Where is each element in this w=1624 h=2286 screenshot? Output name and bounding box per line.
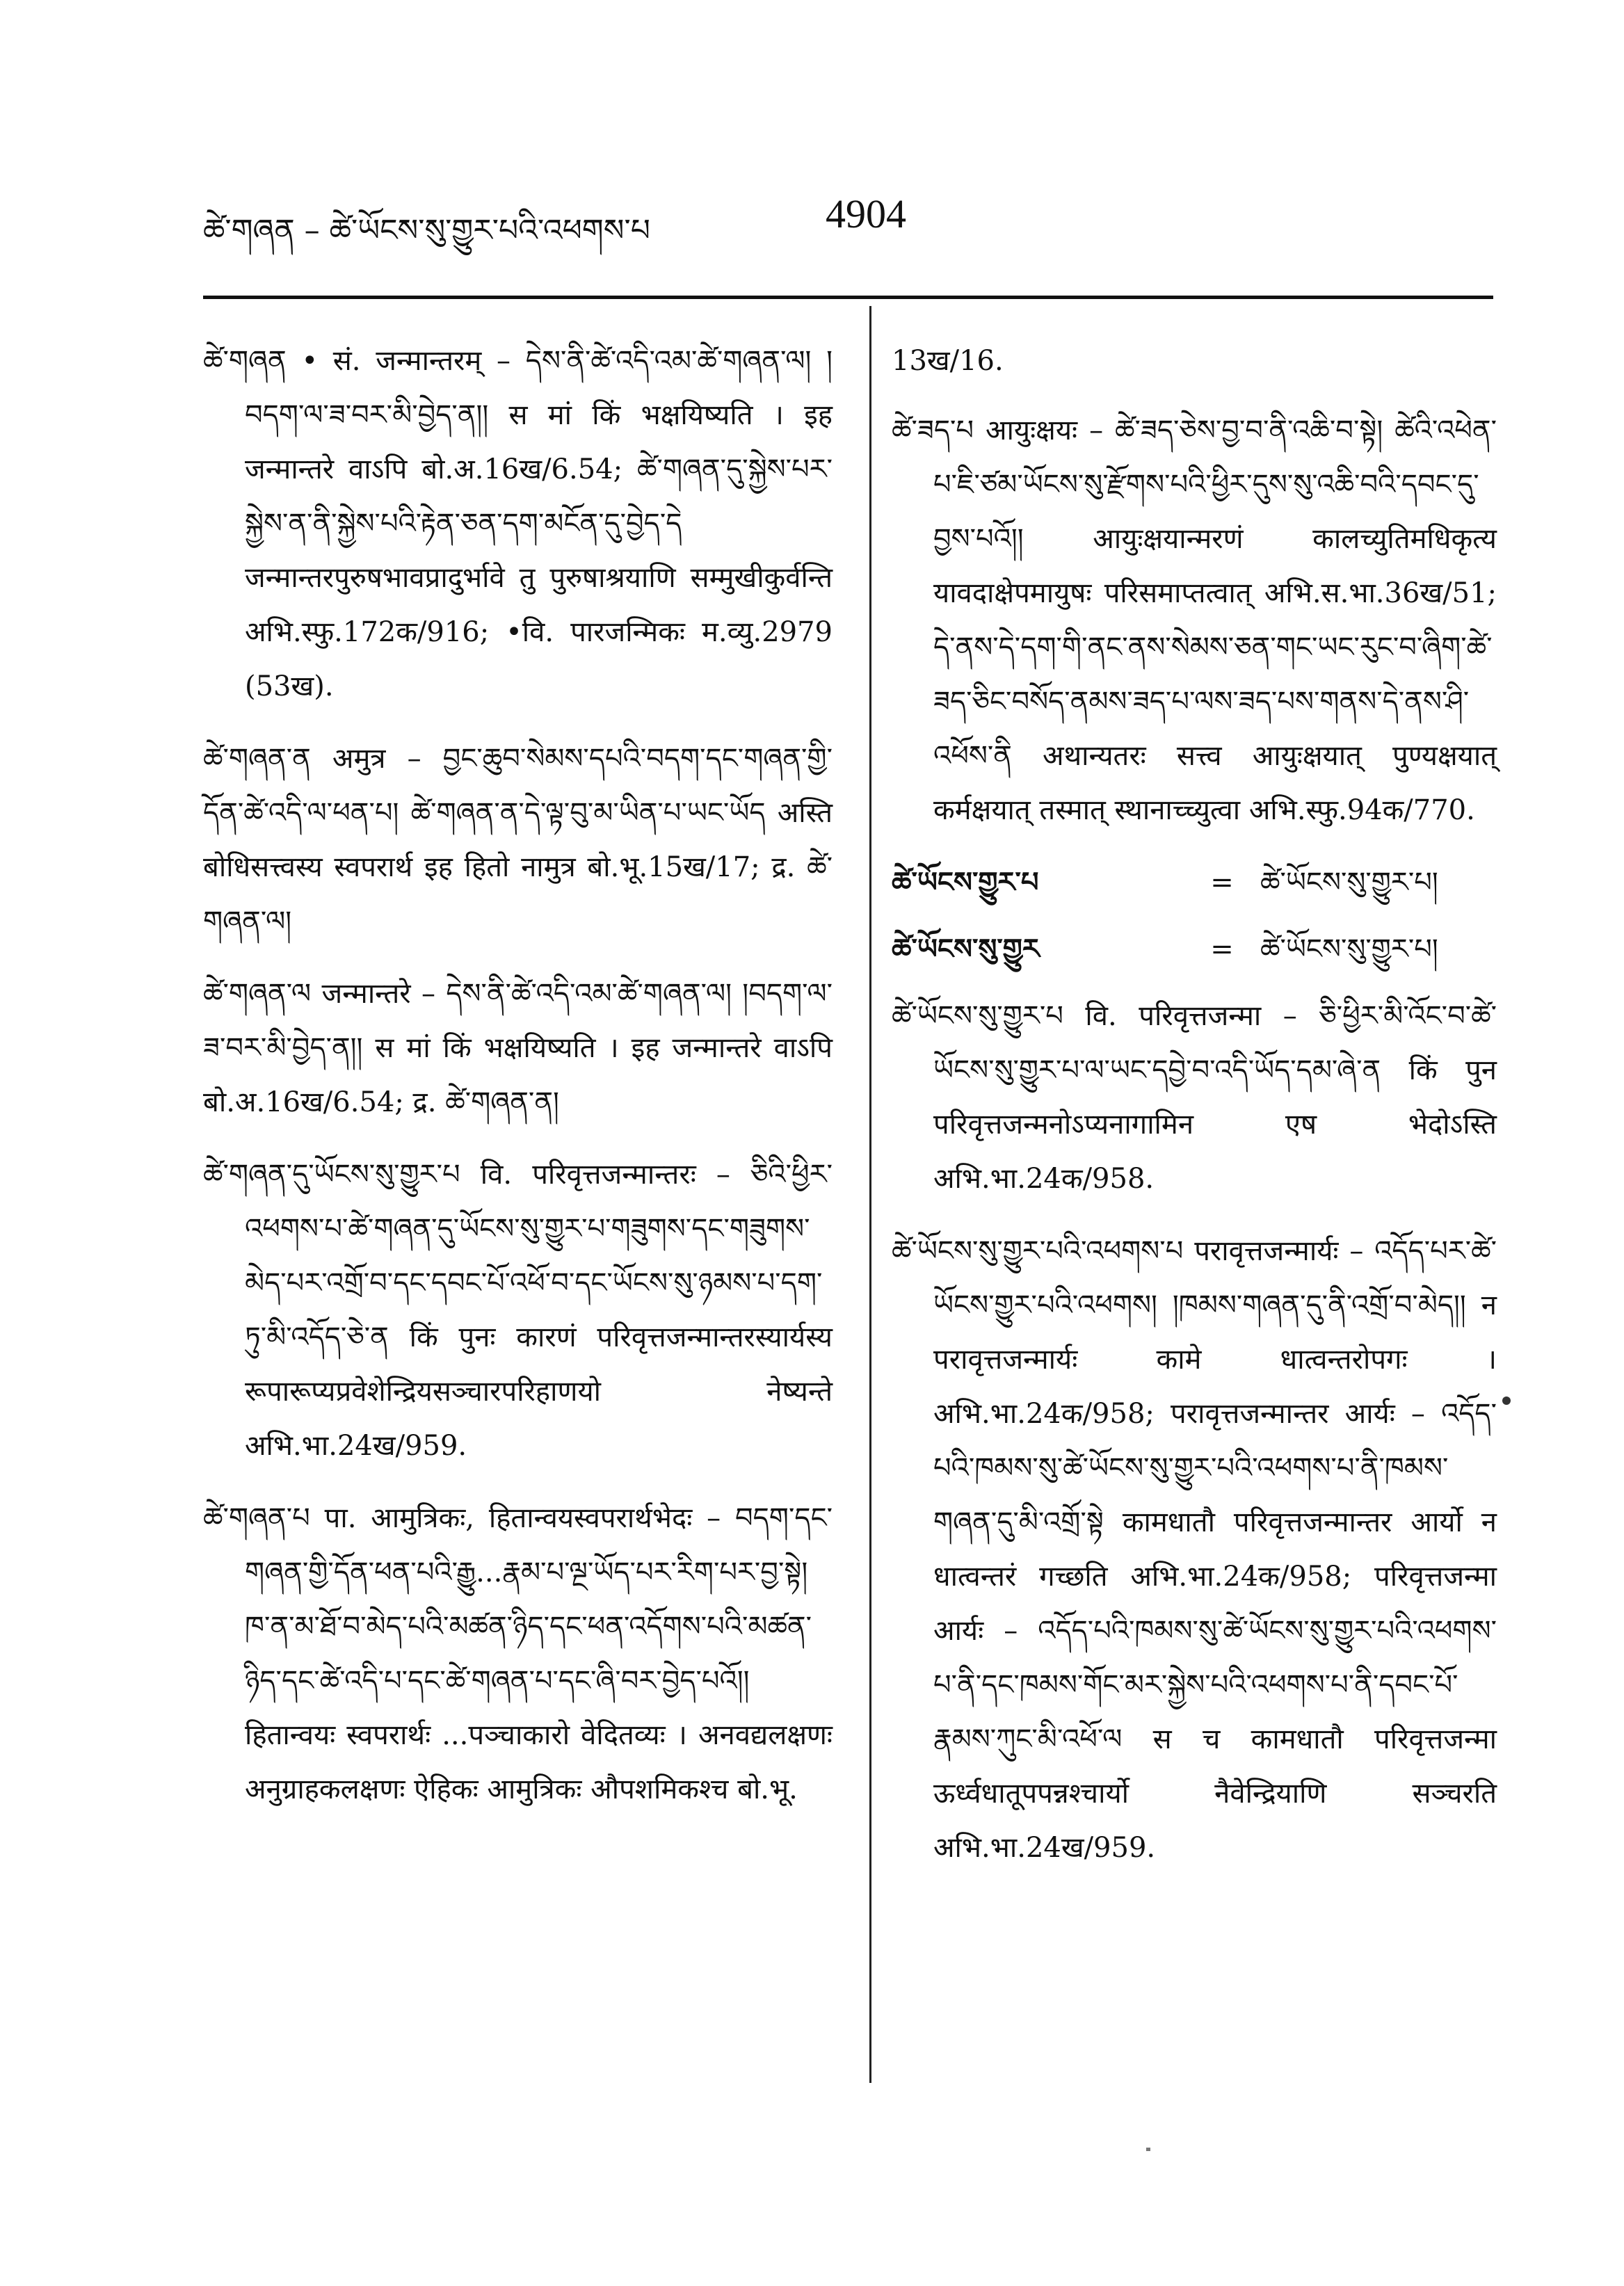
equivalence-target: ཚེ་ཡོངས་སུ་གྱུར་པ། (1260, 933, 1438, 965)
page-number: 4904 (826, 191, 906, 236)
equivalence-row (892, 922, 1497, 976)
header-rule (203, 296, 1493, 299)
right-column (892, 334, 1497, 1893)
scan-speck (1146, 2148, 1150, 2151)
entry-tshe-yongs-su-gyur-pa: ཚེ་ཡོངས་སུ་གྱུར་པ वि. परिवृत्तजन्मा – ཅི་ཕྱིར་མི་འོང་བ་ཚེ་ཡོངས་སུ་གྱུར་པ་ལ་ཡང་དབྱེ་བ་འདི་ཡོད་དམ་ཞེ་ན किं पुन परिवृत्तजन्मनोऽप्यनागामिन एष भेदोऽस्ति अभि.भा.24क/958. (892, 1000, 1497, 1195)
entry-tshe-yongs-su-gyur-pai-phags-pa: ཚེ་ཡོངས་སུ་གྱུར་པའི་འཕགས་པ परावृत्तजन्मार्यः – འདོད་པར་ཚེ་ཡོངས་གྱུར་པའི་འཕགས། །ཁམས་གཞན་དུ་ནི་འགྲོ་བ་མེད།། न परावृत्तजन्मार्यः कामे धात्वन्तरोपगः । अभि.भा.24क/958; परावृत्तजन्मान्तर आर्यः – འདོད་པའི་ཁམས་སུ་ཚེ་ཡོངས་སུ་གྱུར་པའི་འཕགས་པ་ནི་ཁམས་གཞན་དུ་མི་འགྲོ་སྟེ कामधातौ परिवृत्तजन्मान्तर आर्यो न धात्वन्तरं गच्छति अभि.भा.24क/958; परिवृत्तजन्मा आर्यः – འདོད་པའི་ཁམས་སུ་ཚེ་ཡོངས་སུ་གྱུར་པའི་འཕགས་པ་ནི་དང་ཁམས་གོང་མར་སྐྱེས་པའི་འཕགས་པ་ནི་དབང་པོ་རྣམས་ཀུང་མི་འཕོ་ལ स च कामधातौ परिवृत्तजन्मा ऊर्ध्वधातूपपन्नश्चार्यो नैवेन्द्रियाणि सञ्चरति अभि.भा.24ख/959. (892, 1235, 1497, 1864)
running-header: ཚེ་གཞན – ཚེ་ཡོངས་སུ་གྱུར་པའི་འཕགས་པ (203, 213, 650, 248)
equals-sign: = (1210, 933, 1234, 965)
entry-tshe-zad-pa: ཚེ་ཟད་པ आयुःक्षयः – ཚེ་ཟད་ཅེས་བྱ་བ་ནི་འཆི་བ་སྟེ། ཚེའི་འཕེན་པ་ཇི་ཙམ་ཡོངས་སུ་རྫོགས་པའི་ཕྱིར་དུས་སུ་འཆི་བའི་དབང་དུ་བྱས་པའོ།། आयुःक्षयान्मरणं कालच्युतिमधिकृत्य यावदाक्षेपमायुषः परिसमाप्तत्वात् अभि.स.भा.36ख/51; དེ་ནས་དེ་དག་གི་ནང་ནས་སེམས་ཅན་གང་ཡང་རུང་བ་ཞིག་ཚེ་ཟད་ཅིང་བསོད་ནམས་ཟད་པ་ལས་ཟད་པས་གནས་དེ་ནས་ཤི་འཕོས་ནི अथान्यतरः सत्त्व आयुःक्षयात् पुण्यक्षयात् कर्मक्षयात् तस्मात् स्थानाच्च्युत्वा अभि.स्फु.94क/770. (892, 414, 1497, 826)
equals-sign: = (1210, 867, 1234, 899)
entry-tshe-gzhan-du-yongs-su-gyur-pa: ཚེ་གཞན་དུ་ཡོངས་སུ་གྱུར་པ वि. परिवृत्तजन्मान्तरः – ཅིའི་ཕྱིར་འཕགས་པ་ཚེ་གཞན་དུ་ཡོངས་སུ་གྱུར་པ་གཟུགས་དང་གཟུགས་མེད་པར་འགྲོ་བ་དང་དབང་པོ་འཕོ་བ་དང་ཡོངས་སུ་ཉམས་པ་དག་ཏུ་མི་འདོད་ཅེ་ན किं पुनः कारणं परिवृत्तजन्मान्तरस्यार्यस्य रूपारूप्यप्रवेशेन्द्रियसञ्चारपरिहाणयो नेष्यन्ते अभि.भा.24ख/959. (203, 1159, 833, 1462)
entry-tshe-gzhan: ཚེ་གཞན • सं. जन्मान्तरम् – དེས་ནི་ཚེ་འདི་འམ་ཚེ་གཞན་ལ། །བདག་ལ་ཟ་བར་མི་བྱེད་ན།། स मां किं भक्षयिष्यति । इह जन्मान्तरे वाऽपि बो.अ.16ख/6.54; ཚེ་གཞན་དུ་སྐྱེས་པར་སྐྱེས་ན་ནི་སྐྱེས་པའི་རྟེན་ཅན་དག་མངོན་དུ་བྱེད་དེ जन्मान्तरपुरुषभावप्रादुर्भावे तु पुरुषाश्रयाणि सम्मुखीकुर्वन्ति अभि.स्फु.172क/916; •वि. पारजन्मिकः म.व्यु.2979 (53ख). (203, 345, 833, 702)
entry-tshe-gzhan-pa: ཚེ་གཞན་པ पा. आमुत्रिकः, हितान्वयस्वपरार्थभेदः – བདག་དང་གཞན་གྱི་དོན་ཕན་པའི་རྒྱུ...རྣམ་པ་ལྔ་ཡོད་པར་རིག་པར་བྱ་སྟེ། ཁ་ན་མ་ཐོ་བ་མེད་པའི་མཚན་ཉིད་དང་ཕན་འདོགས་པའི་མཚན་ཉིད་དང་ཚེ་འདི་པ་དང་ཚེ་གཞན་པ་དང་ཞི་བར་བྱེད་པའོ།། हितान्वयः स्वपरार्थः ...पञ्चाकारो वेदितव्यः । अनवद्यलक्षणः अनुग्राहकलक्षणः ऐहिकः आमुत्रिकः औपशमिकश्च बो.भू. (203, 1502, 833, 1805)
entry-tshe-gzhan-la: ཚེ་གཞན་ལ जन्मान्तरे – དེས་ནི་ཚེ་འདི་འམ་ཚེ་གཞན་ལ། །བདག་ལ་ཟ་བར་མི་བྱེད་ན།། स मां किं भक्षयिष्यति । इह जन्मान्तरे वाऽपि बो.अ.16ख/6.54; द्र. ཚེ་གཞན་ན། (203, 978, 833, 1118)
equivalence-term: ཚེ་ཡོངས་གྱུར་པ (892, 866, 1039, 899)
entry-tshe-gzhan-na: ཚེ་གཞན་ན अमुत्र – བྱང་ཆུབ་སེམས་དཔའི་བདག་དང་གཞན་གྱི་དོན་ཚེ་འདི་ལ་ཕན་པ། ཚེ་གཞན་ན་དེ་ལྟ་བུ་མ་ཡིན་པ་ཡང་ཡོད अस्ति बोधिसत्त्वस्य स्वपरार्थ इह हितो नामुत्र बो.भू.15ख/17; द्र. ཚེ་གཞན་ལ། (203, 743, 833, 937)
equivalence-target: ཚེ་ཡོངས་སུ་གྱུར་པ། (1260, 867, 1438, 899)
margin-dot (1502, 1396, 1511, 1405)
column-separator (869, 306, 871, 2083)
continuation-line: 13ख/16. (892, 345, 1004, 377)
equivalence-term: ཚེ་ཡོངས་སུ་གྱུར (892, 933, 1040, 965)
equivalence-row (892, 855, 1497, 910)
left-column (203, 334, 833, 1835)
